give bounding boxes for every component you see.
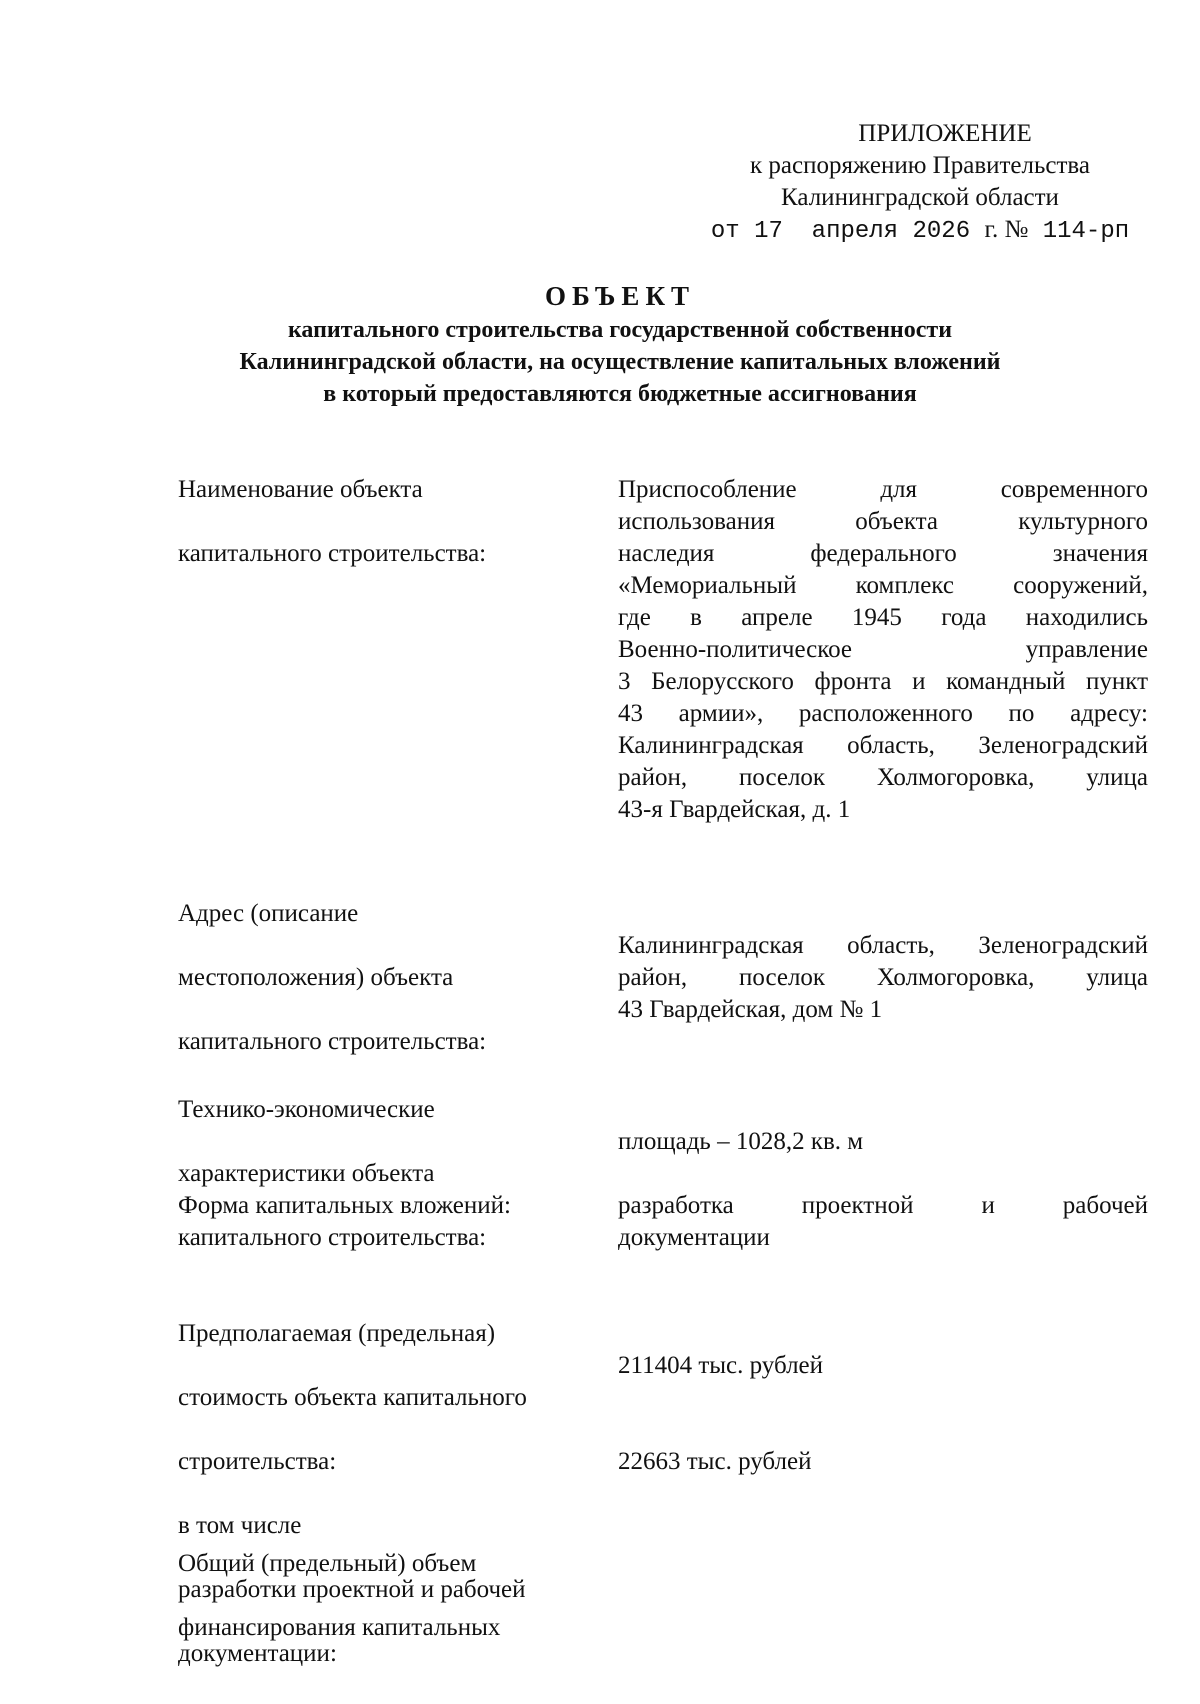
label-estimated-cost: Предполагаемая (предельная) стоимость объекта капитального строительства: в том числе разработки проектной и рабочей документации: xyxy=(178,1320,527,1667)
document-heading xyxy=(100,278,1140,410)
label-financing-volume: Общий (предельный) объем финансирования капитальных xyxy=(178,1550,501,1641)
annex-number: 114-рп xyxy=(1042,218,1130,245)
annex-title: ПРИЛОЖЕНИЕ xyxy=(858,120,1032,147)
annex-line-1: к распоряжению Правительства xyxy=(749,152,1090,179)
value-address: Калининградская область, Зеленоградский район, поселок Холмогоровка, улица 43 Гвардейская, дом № 1 xyxy=(618,932,1148,1023)
annex-header xyxy=(690,118,1150,248)
label-address: Адрес (описание местоположения) объекта капитального строительства: xyxy=(178,900,487,1055)
value-cost-total: 211404 тыс. рублей xyxy=(618,1352,824,1379)
heading-line-2: Калининградской области, на осуществление капитальных вложений xyxy=(239,349,1001,375)
document-title: ОБЪЕКТ xyxy=(544,281,696,311)
value-investment-form: разработка проектной и рабочей документации xyxy=(618,1192,1148,1251)
annex-date: 17 апреля 2026 xyxy=(754,218,971,245)
value-object-name: Приспособление для современного использования объекта культурного наследия федерального значения «Мемориальный комплекс сооружений, где в апреле 1945 года находились Военно-политическое управление 3 Белорусского фронта и командный пункт 43 армии», расположенного по адресу: Калининградская область, Зеленоградский район, поселок Холмогоровка, улица 43-я Гвардейская, д. 1 xyxy=(618,476,1148,823)
annex-date-prefix: от xyxy=(710,218,740,245)
label-investment-form: Форма капитальных вложений: xyxy=(178,1192,511,1219)
label-object-name: Наименование объекта капитального строительства: xyxy=(178,476,487,567)
annex-date-line xyxy=(690,214,1150,248)
value-cost-design: 22663 тыс. рублей xyxy=(618,1448,812,1475)
label-tech-characteristics: Технико-экономические характеристики объекта капитального строительства: xyxy=(178,1096,487,1251)
annex-line-2: Калининградской области xyxy=(781,184,1059,211)
annex-number-label: г. № xyxy=(984,216,1029,243)
value-tech-characteristics: площадь – 1028,2 кв. м xyxy=(618,1128,864,1155)
heading-line-1: капитального строительства государственной собственности xyxy=(287,317,953,343)
heading-line-3: в который предоставляются бюджетные ассигнования xyxy=(323,381,917,407)
